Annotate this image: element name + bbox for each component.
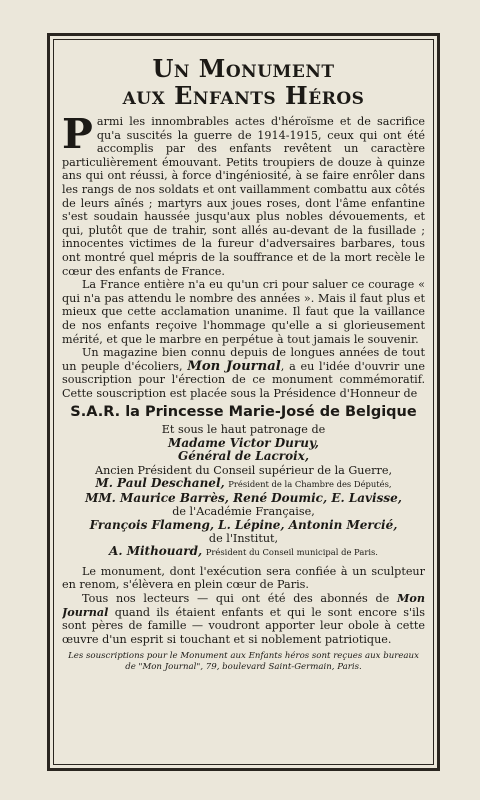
patron-names: François Flameng, L. Lépine, Antonin Mercié, bbox=[89, 517, 398, 532]
article-title bbox=[62, 55, 425, 109]
subscription-text-before: Un magazine bien connu depuis de longues années de tout un peuple d'écoliers, bbox=[62, 346, 425, 373]
subscription-text-after: , a eu l'idée d'ouvrir une souscription pour l'érection de ce monument commémoratif. Cette souscription est placée sous la Présidence d'Honneur de bbox=[62, 359, 425, 400]
drop-cap: P bbox=[62, 110, 93, 158]
patron-deschanel bbox=[62, 477, 425, 491]
paragraph-monument: Le monument, dont l'exécution sera confiée à un sculpteur en renom, s'élèvera en plein cœur de Paris. bbox=[62, 564, 425, 592]
patron-duruy bbox=[62, 437, 425, 450]
title-line-2: aux Enfants Héros bbox=[122, 81, 365, 110]
patron-mithouard bbox=[62, 545, 425, 559]
patron-lacroix bbox=[62, 450, 425, 463]
paragraph-readers bbox=[62, 592, 425, 646]
patron-name: Madame Victor Duruy, bbox=[168, 436, 319, 451]
title-line-1: Un Monument bbox=[152, 54, 335, 83]
mon-journal-name: Mon Journal bbox=[62, 590, 425, 619]
subscription-note: Les souscriptions pour le Monument aux Enfants héros sont reçues aux bureaux de "Mon Journal", 79, boulevard Saint-Germain, Paris. bbox=[68, 651, 419, 673]
readers-text-before: Tous nos lecteurs — qui ont été des abonnés de bbox=[82, 591, 390, 605]
patronage-title: Et sous le haut patronage de bbox=[161, 423, 326, 437]
patron-lacroix-role: Ancien Président du Conseil supérieur de la Guerre, bbox=[94, 463, 393, 477]
patron-name: A. Mithouard, bbox=[109, 544, 203, 559]
patron-name: M. Paul Deschanel, bbox=[95, 476, 225, 491]
article bbox=[62, 50, 425, 756]
patron-name: Général de Lacroix, bbox=[177, 449, 309, 464]
patrons-institut-role: de l'Institut, bbox=[208, 531, 279, 545]
patron-role: Président du Conseil municipal de Paris. bbox=[205, 547, 378, 558]
intro-text: armi les innombrables actes d'héroïsme et de sacrifice qu'a suscités la guerre de 1914-1915, ceux qui ont été accomplis par des enfants revêtent un caractère particulièrement émouvant. Petits troupiers de douze à quinze ans qui ont réussi, à force d'ingéniosité, à se faire enrôler dans les rangs de nos soldats et ont vaillamment combattu aux côtés de leurs aînés ; martyrs aux joues roses, dont l'âme enfantine s'est soudain haussée jusqu'aux plus nobles dévouements, et qui, plutôt que de trahir, sont allés au-devant de la fusillade ; innocentes victimes de la fureur d'adversaires barbares, tous ont montré quel mépris de la souffrance et de la mort recèle le cœur des enfants de France. bbox=[62, 115, 425, 278]
patrons-academie bbox=[62, 492, 425, 505]
paragraph-intro bbox=[62, 110, 425, 278]
honorary-president: S.A.R. la Princesse Marie-José de Belgique bbox=[70, 404, 417, 421]
patron-role: Président de la Chambre des Députés, bbox=[228, 479, 392, 490]
paragraph-courage: La France entière n'a eu qu'un cri pour saluer ce courage « qui n'a pas attendu le nombre des années ». Mais il faut plus et mieux que cette acclamation unanime. Il faut que la vaillance de nos enfants reçoive l'hommage qu'elle a si glorieusement mérité, et que le marbre en perpétue à tout jamais le souvenir. bbox=[62, 278, 425, 346]
mon-journal-name: Mon Journal bbox=[187, 358, 281, 374]
patron-names: MM. Maurice Barrès, René Doumic, E. Lavisse, bbox=[85, 490, 402, 505]
patrons-institut bbox=[62, 519, 425, 532]
paragraph-subscription bbox=[62, 346, 425, 400]
patrons-academie-role: de l'Académie Française, bbox=[172, 505, 315, 519]
readers-text-after: quand ils étaient enfants et qui le sont encore s'ils sont pères de famille — voudront apporter leur obole à cette œuvre d'un esprit si touchant et si noblement patriotique. bbox=[62, 605, 425, 646]
